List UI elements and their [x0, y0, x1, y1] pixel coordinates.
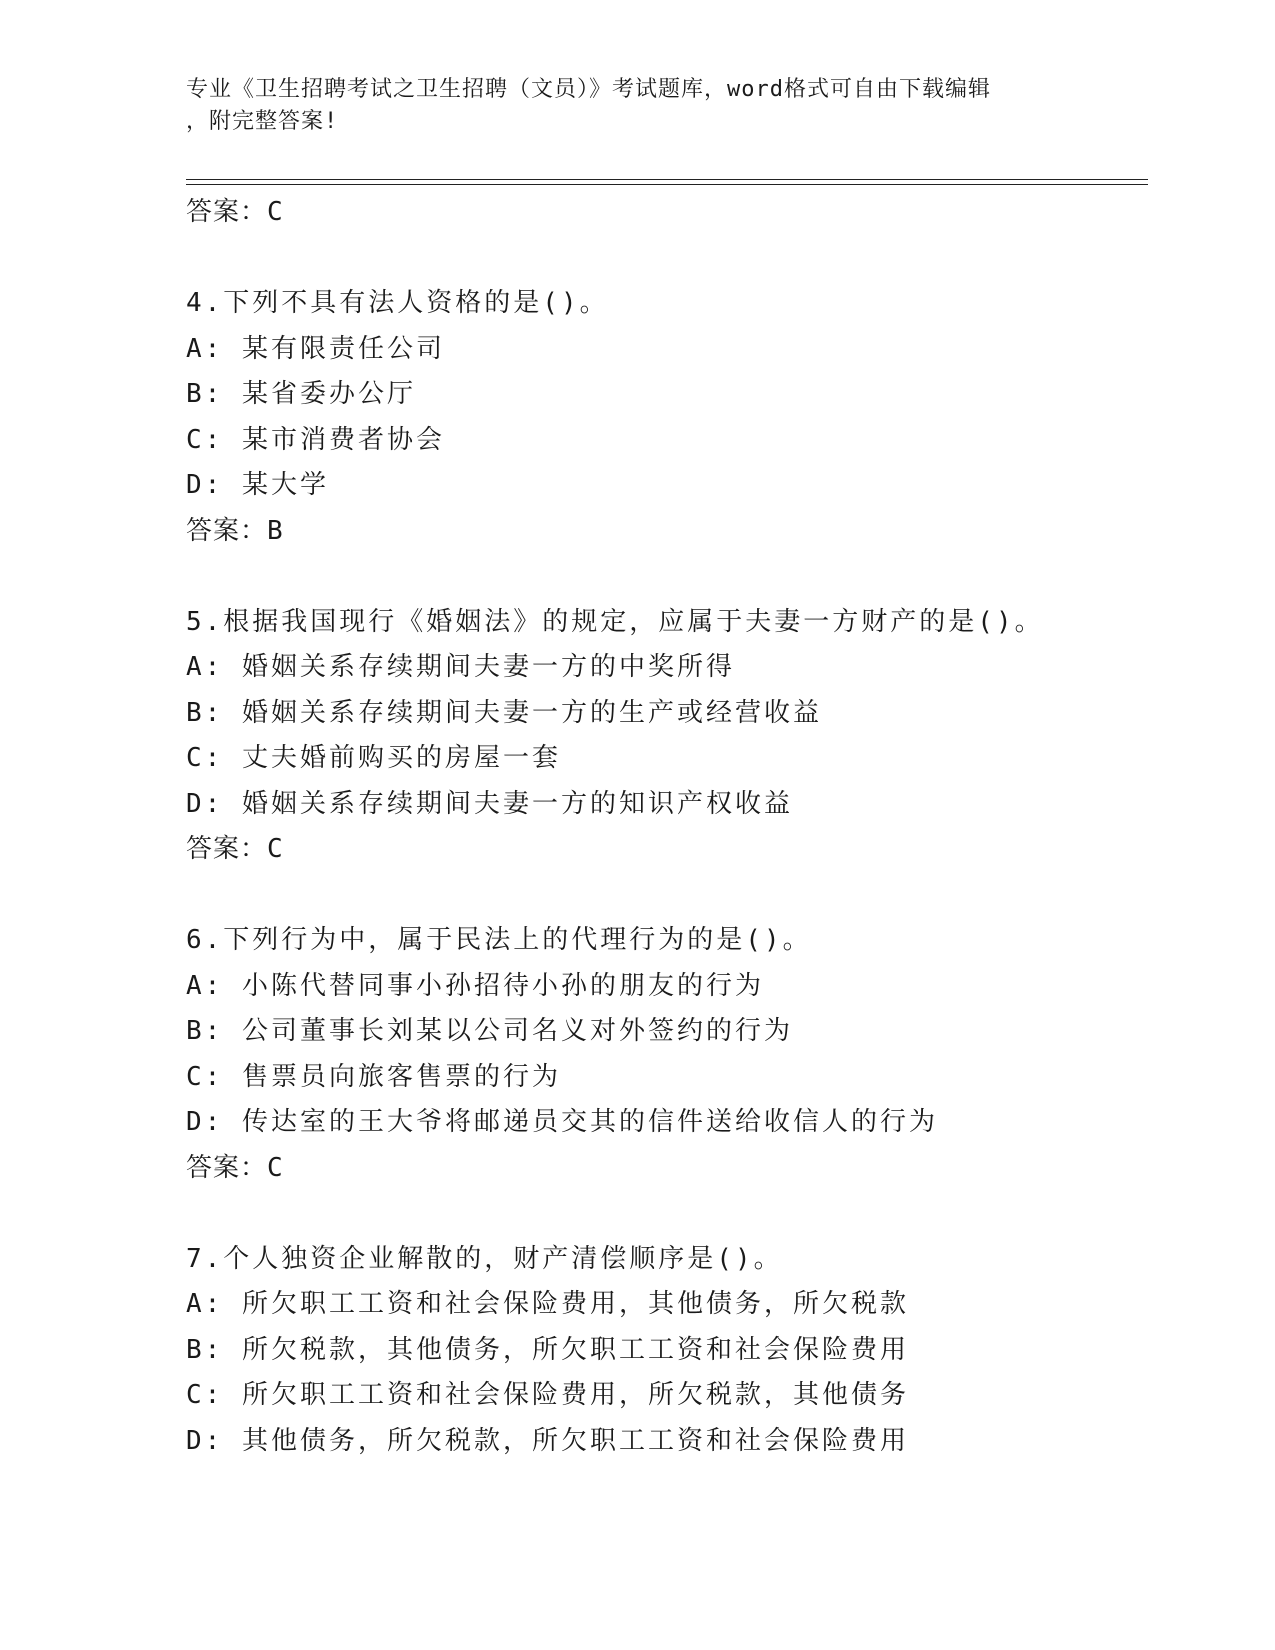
spacer — [186, 1191, 1146, 1237]
question-6-option-a: A: 小陈代替同事小孙招待小孙的朋友的行为 — [186, 970, 764, 1001]
question-5-option-c: C: 丈夫婚前购买的房屋一套 — [186, 743, 561, 773]
answer-q6: 答案：C — [186, 1152, 284, 1183]
header-divider-bottom — [186, 184, 1148, 185]
question-4-option-a: A: 某有限责任公司 — [186, 333, 445, 364]
question-4-option-c: C: 某市消费者协会 — [186, 424, 445, 455]
header-line-2: ，附完整答案! — [186, 109, 339, 134]
spacer — [186, 236, 1146, 282]
answer-q3: 答案：C — [186, 197, 284, 227]
question-5-option-a: A: 婚姻关系存续期间夫妻一方的中奖所得 — [186, 652, 735, 682]
question-7-option-a: A: 所欠职工工资和社会保险费用，其他债务，所欠税款 — [186, 1289, 909, 1319]
question-6-option-c: C: 售票员向旅客售票的行为 — [186, 1061, 561, 1092]
spacer — [186, 554, 1146, 600]
question-6-option-d: D: 传达室的王大爷将邮递员交其的信件送给收信人的行为 — [186, 1107, 938, 1137]
document-header — [186, 74, 1086, 138]
question-7-option-c: C: 所欠职工工资和社会保险费用，所欠税款，其他债务 — [186, 1380, 909, 1410]
answer-q5: 答案：C — [186, 834, 284, 864]
question-4-stem: 4.下列不具有法人资格的是()。 — [186, 288, 609, 318]
question-6-stem: 6.下列行为中，属于民法上的代理行为的是()。 — [186, 925, 812, 955]
question-4-option-d: D: 某大学 — [186, 470, 329, 500]
question-7-option-b: B: 所欠税款，其他债务，所欠职工工资和社会保险费用 — [186, 1334, 909, 1365]
question-list — [186, 190, 1146, 1464]
answer-q4: 答案：B — [186, 515, 284, 546]
question-5-option-d: D: 婚姻关系存续期间夫妻一方的知识产权收益 — [186, 788, 793, 819]
question-5-option-b: B: 婚姻关系存续期间夫妻一方的生产或经营收益 — [186, 697, 822, 728]
question-7-stem: 7.个人独资企业解散的，财产清偿顺序是()。 — [186, 1243, 783, 1274]
spacer — [186, 873, 1146, 919]
question-5-stem: 5.根据我国现行《婚姻法》的规定，应属于夫妻一方财产的是()。 — [186, 606, 1044, 637]
question-6-option-b: B: 公司董事长刘某以公司名义对外签约的行为 — [186, 1016, 793, 1046]
header-divider-top — [186, 179, 1148, 180]
question-7-option-d: D: 其他债务，所欠税款，所欠职工工资和社会保险费用 — [186, 1425, 909, 1456]
header-line-1: 专业《卫生招聘考试之卫生招聘（文员）》考试题库，word格式可自由下载编辑 — [186, 77, 991, 102]
question-4-option-b: B: 某省委办公厅 — [186, 379, 416, 409]
